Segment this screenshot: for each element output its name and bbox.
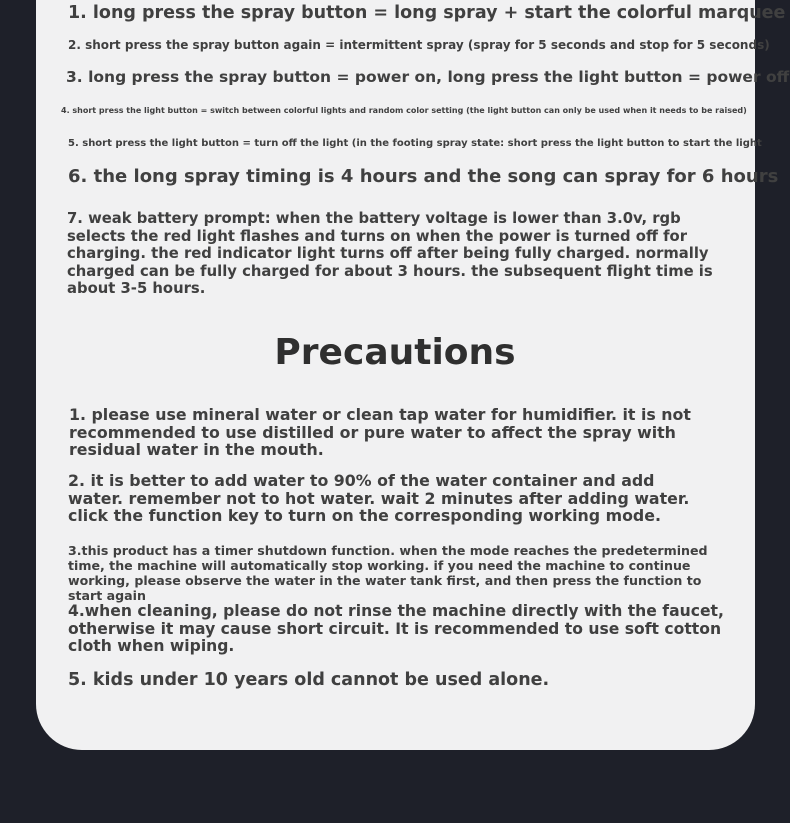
precaution-item-5: 5. kids under 10 years old cannot be used alone. bbox=[68, 670, 550, 690]
instruction-line-6: 6. the long spray timing is 4 hours and the song can spray for 6 hours bbox=[68, 166, 779, 187]
instruction-line-3: 3. long press the spray button = power on, long press the light button = power off bbox=[66, 68, 790, 86]
precaution-item-2: 2. it is better to add water to 90% of the water container and add water. remember not to hot water. wait 2 minutes after adding water. click the function key to turn on the corresponding working mode. bbox=[68, 471, 690, 525]
instruction-line-7: 7. weak battery prompt: when the battery voltage is lower than 3.0v, rgb selects the red light flashes and turns on when the power is turned off for charging. the red indicator light turns off after being fully charged. normally charged can be fully charged for about 3 hours. the subsequent flight time is about 3-5 hours. bbox=[67, 210, 713, 297]
instruction-line-4: 4. short press the light button = switch between colorful lights and random color setting (the light button can only be used when it needs to be raised) bbox=[61, 106, 747, 115]
precaution-item-4: 4.when cleaning, please do not rinse the machine directly with the faucet, otherwise it may cause short circuit. It is recommended to use soft cotton cloth when wiping. bbox=[68, 602, 724, 655]
precaution-item-1: 1. please use mineral water or clean tap water for humidifier. it is not recommended to use distilled or pure water to affect the spray with residual water in the mouth. bbox=[69, 405, 691, 459]
instruction-line-2: 2. short press the spray button again = intermittent spray (spray for 5 seconds and stop for 5 seconds) bbox=[68, 38, 770, 52]
instruction-line-5: 5. short press the light button = turn off the light (in the footing spray state: short press the light button to start the light bbox=[68, 138, 762, 149]
precautions-title: Precautions bbox=[274, 332, 516, 373]
instruction-line-1: 1. long press the spray button = long spray + start the colorful marquee bbox=[68, 3, 786, 23]
precaution-item-3: 3.this product has a timer shutdown function. when the mode reaches the predetermined time, the machine will automatically stop working. if you need the machine to continue working, please observe the water in the water tank first, and then press the function to start again bbox=[68, 543, 708, 603]
